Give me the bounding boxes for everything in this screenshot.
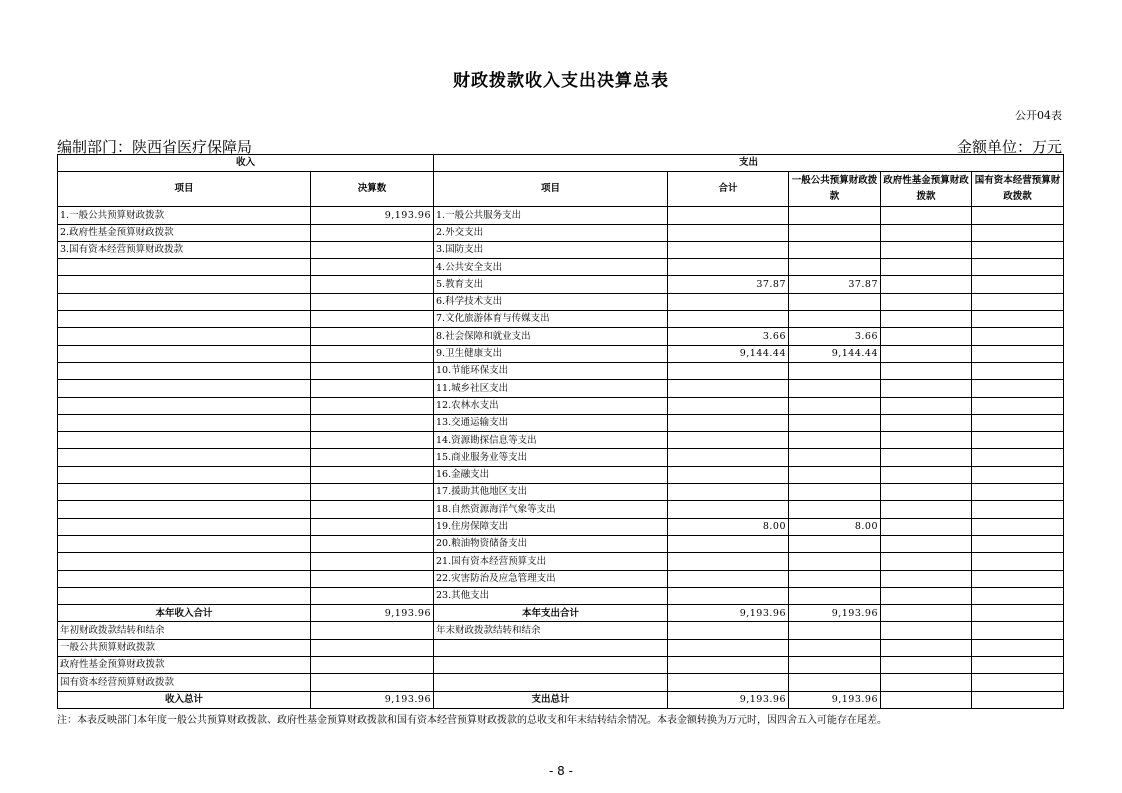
amount-unit: 金额单位：万元 bbox=[956, 138, 1062, 156]
cell-gov bbox=[881, 674, 972, 691]
cell-total bbox=[668, 657, 789, 674]
cell-state bbox=[972, 414, 1064, 431]
cell-general bbox=[789, 466, 881, 483]
summary-row bbox=[58, 605, 1064, 622]
cell-total bbox=[668, 674, 789, 691]
col-general-budget: 一般公共预算财政拨款 bbox=[789, 172, 881, 207]
cell-amt bbox=[311, 657, 434, 674]
cell-inc: 年初财政拨款结转和结余 bbox=[58, 622, 311, 639]
col-state-capital: 国有资本经营预算财政拨款 bbox=[972, 172, 1064, 207]
cell-general bbox=[789, 432, 881, 449]
cell-gov bbox=[881, 397, 972, 414]
income-header: 收入 bbox=[58, 155, 434, 172]
cell-state bbox=[972, 553, 1064, 570]
cell-total bbox=[668, 501, 789, 518]
cell-gov bbox=[881, 259, 972, 276]
cell-total bbox=[668, 587, 789, 604]
table-row bbox=[58, 484, 1064, 501]
cell-exp: 10.节能环保支出 bbox=[434, 362, 668, 379]
cell-gov bbox=[881, 622, 972, 639]
cell-state bbox=[972, 484, 1064, 501]
expense-header: 支出 bbox=[434, 155, 1064, 172]
cell-inc: 收入总计 bbox=[58, 691, 311, 708]
cell-inc: 政府性基金预算财政拨款 bbox=[58, 657, 311, 674]
cell-exp: 12.农林水支出 bbox=[434, 397, 668, 414]
table-row bbox=[58, 466, 1064, 483]
cell-inc: 2.政府性基金预算财政拨款 bbox=[58, 224, 311, 241]
cell-total: 9,193.96 bbox=[668, 605, 789, 622]
table-row bbox=[58, 414, 1064, 431]
cell-general bbox=[789, 587, 881, 604]
cell-state bbox=[972, 397, 1064, 414]
cell-amt bbox=[311, 345, 434, 362]
cell-inc bbox=[58, 518, 311, 535]
cell-amt bbox=[311, 587, 434, 604]
cell-state bbox=[972, 449, 1064, 466]
cell-total bbox=[668, 639, 789, 656]
cell-total bbox=[668, 380, 789, 397]
cell-gov bbox=[881, 414, 972, 431]
cell-inc bbox=[58, 414, 311, 431]
cell-inc bbox=[58, 380, 311, 397]
footnote: 注：本表反映部门本年度一般公共预算财政拨款、政府性基金预算财政拨款和国有资本经营预算财政拨款的总收支和年末结转结余情况。本表金额转换为万元时，因四舍五入可能存在尾差。 bbox=[57, 715, 887, 726]
cell-amt bbox=[311, 449, 434, 466]
cell-state bbox=[972, 501, 1064, 518]
table-row bbox=[58, 449, 1064, 466]
cell-inc: 1.一般公共预算财政拨款 bbox=[58, 207, 311, 224]
cell-exp bbox=[434, 674, 668, 691]
table-row bbox=[58, 224, 1064, 241]
cell-total bbox=[668, 622, 789, 639]
cell-inc: 3.国有资本经营预算财政拨款 bbox=[58, 241, 311, 258]
cell-gov bbox=[881, 605, 972, 622]
cell-gov bbox=[881, 276, 972, 293]
cell-exp: 3.国防支出 bbox=[434, 241, 668, 258]
budget-table bbox=[57, 154, 1064, 709]
table-row bbox=[58, 362, 1064, 379]
cell-general bbox=[789, 570, 881, 587]
cell-amt bbox=[311, 518, 434, 535]
cell-state bbox=[972, 570, 1064, 587]
cell-state bbox=[972, 207, 1064, 224]
cell-general: 3.66 bbox=[789, 328, 881, 345]
cell-gov bbox=[881, 639, 972, 656]
cell-exp: 17.援助其他地区支出 bbox=[434, 484, 668, 501]
cell-exp: 9.卫生健康支出 bbox=[434, 345, 668, 362]
table-row bbox=[58, 311, 1064, 328]
cell-amt bbox=[311, 362, 434, 379]
cell-total bbox=[668, 553, 789, 570]
cell-inc bbox=[58, 570, 311, 587]
cell-exp: 13.交通运输支出 bbox=[434, 414, 668, 431]
table-row bbox=[58, 345, 1064, 362]
cell-exp: 4.公共安全支出 bbox=[434, 259, 668, 276]
cell-total bbox=[668, 414, 789, 431]
table-row bbox=[58, 518, 1064, 535]
cell-state bbox=[972, 328, 1064, 345]
table-row bbox=[58, 432, 1064, 449]
cell-state bbox=[972, 311, 1064, 328]
table-row bbox=[58, 397, 1064, 414]
summary-row bbox=[58, 691, 1064, 708]
cell-gov bbox=[881, 449, 972, 466]
cell-total bbox=[668, 397, 789, 414]
table-row bbox=[58, 259, 1064, 276]
cell-total: 3.66 bbox=[668, 328, 789, 345]
cell-amt: 9,193.96 bbox=[311, 207, 434, 224]
col-income-item: 项目 bbox=[58, 172, 311, 207]
cell-amt bbox=[311, 639, 434, 656]
cell-inc bbox=[58, 466, 311, 483]
table-row bbox=[58, 622, 1064, 639]
cell-state bbox=[972, 639, 1064, 656]
cell-total: 9,193.96 bbox=[668, 691, 789, 708]
cell-amt bbox=[311, 259, 434, 276]
cell-gov bbox=[881, 466, 972, 483]
cell-amt: 9,193.96 bbox=[311, 691, 434, 708]
cell-exp: 年末财政拨款结转和结余 bbox=[434, 622, 668, 639]
cell-general: 9,193.96 bbox=[789, 605, 881, 622]
cell-total bbox=[668, 293, 789, 310]
cell-amt bbox=[311, 501, 434, 518]
cell-general: 9,144.44 bbox=[789, 345, 881, 362]
cell-general bbox=[789, 311, 881, 328]
cell-amt bbox=[311, 484, 434, 501]
table-row bbox=[58, 293, 1064, 310]
cell-exp: 20.粮油物资储备支出 bbox=[434, 535, 668, 552]
table-row bbox=[58, 328, 1064, 345]
cell-total bbox=[668, 259, 789, 276]
cell-amt: 9,193.96 bbox=[311, 605, 434, 622]
cell-general: 37.87 bbox=[789, 276, 881, 293]
cell-general bbox=[789, 484, 881, 501]
cell-gov bbox=[881, 518, 972, 535]
cell-amt bbox=[311, 293, 434, 310]
cell-exp: 2.外交支出 bbox=[434, 224, 668, 241]
cell-inc bbox=[58, 587, 311, 604]
cell-total: 37.87 bbox=[668, 276, 789, 293]
cell-amt bbox=[311, 397, 434, 414]
cell-gov bbox=[881, 311, 972, 328]
compiling-department: 编制部门：陕西省医疗保障局 bbox=[57, 138, 253, 156]
cell-inc bbox=[58, 553, 311, 570]
cell-amt bbox=[311, 674, 434, 691]
cell-state bbox=[972, 432, 1064, 449]
col-total: 合计 bbox=[668, 172, 789, 207]
cell-exp: 11.城乡社区支出 bbox=[434, 380, 668, 397]
cell-inc bbox=[58, 484, 311, 501]
cell-state bbox=[972, 276, 1064, 293]
cell-general bbox=[789, 362, 881, 379]
cell-inc: 一般公共预算财政拨款 bbox=[58, 639, 311, 656]
cell-general bbox=[789, 397, 881, 414]
cell-general bbox=[789, 380, 881, 397]
table-row bbox=[58, 276, 1064, 293]
cell-exp: 14.资源勘探信息等支出 bbox=[434, 432, 668, 449]
cell-exp: 8.社会保障和就业支出 bbox=[434, 328, 668, 345]
cell-amt bbox=[311, 622, 434, 639]
cell-general bbox=[789, 259, 881, 276]
cell-amt bbox=[311, 553, 434, 570]
cell-exp: 1.一般公共服务支出 bbox=[434, 207, 668, 224]
cell-state bbox=[972, 224, 1064, 241]
page-number: - 8 - bbox=[549, 764, 573, 778]
table-row bbox=[58, 241, 1064, 258]
cell-general: 9,193.96 bbox=[789, 691, 881, 708]
cell-amt bbox=[311, 328, 434, 345]
cell-amt bbox=[311, 224, 434, 241]
table-row bbox=[58, 657, 1064, 674]
cell-gov bbox=[881, 432, 972, 449]
cell-general bbox=[789, 207, 881, 224]
cell-gov bbox=[881, 207, 972, 224]
cell-state bbox=[972, 674, 1064, 691]
cell-gov bbox=[881, 362, 972, 379]
table-row bbox=[58, 535, 1064, 552]
cell-exp: 15.商业服务业等支出 bbox=[434, 449, 668, 466]
cell-total bbox=[668, 224, 789, 241]
cell-amt bbox=[311, 380, 434, 397]
cell-amt bbox=[311, 466, 434, 483]
cell-total bbox=[668, 432, 789, 449]
cell-general bbox=[789, 241, 881, 258]
cell-state bbox=[972, 259, 1064, 276]
cell-exp: 18.自然资源海洋气象等支出 bbox=[434, 501, 668, 518]
cell-state bbox=[972, 380, 1064, 397]
cell-gov bbox=[881, 535, 972, 552]
cell-inc bbox=[58, 345, 311, 362]
cell-gov bbox=[881, 501, 972, 518]
cell-inc bbox=[58, 501, 311, 518]
col-gov-fund: 政府性基金预算财政拨款 bbox=[881, 172, 972, 207]
cell-amt bbox=[311, 535, 434, 552]
cell-total bbox=[668, 362, 789, 379]
cell-inc: 本年收入合计 bbox=[58, 605, 311, 622]
cell-exp: 21.国有资本经营预算支出 bbox=[434, 553, 668, 570]
cell-general bbox=[789, 414, 881, 431]
col-expense-item: 项目 bbox=[434, 172, 668, 207]
cell-state bbox=[972, 622, 1064, 639]
cell-amt bbox=[311, 276, 434, 293]
cell-amt bbox=[311, 414, 434, 431]
cell-exp: 19.住房保障支出 bbox=[434, 518, 668, 535]
cell-total: 8.00 bbox=[668, 518, 789, 535]
table-row bbox=[58, 587, 1064, 604]
cell-gov bbox=[881, 570, 972, 587]
cell-amt bbox=[311, 241, 434, 258]
cell-amt bbox=[311, 311, 434, 328]
table-row bbox=[58, 501, 1064, 518]
cell-inc: 国有资本经营预算财政拨款 bbox=[58, 674, 311, 691]
cell-inc bbox=[58, 259, 311, 276]
cell-gov bbox=[881, 328, 972, 345]
cell-general bbox=[789, 224, 881, 241]
cell-gov bbox=[881, 587, 972, 604]
cell-total bbox=[668, 484, 789, 501]
cell-total bbox=[668, 535, 789, 552]
cell-exp: 5.教育支出 bbox=[434, 276, 668, 293]
table-row bbox=[58, 570, 1064, 587]
cell-state bbox=[972, 535, 1064, 552]
cell-state bbox=[972, 241, 1064, 258]
cell-exp bbox=[434, 639, 668, 656]
cell-exp: 16.金融支出 bbox=[434, 466, 668, 483]
cell-gov bbox=[881, 224, 972, 241]
cell-general bbox=[789, 639, 881, 656]
cell-total bbox=[668, 241, 789, 258]
cell-general bbox=[789, 501, 881, 518]
cell-total bbox=[668, 311, 789, 328]
cell-total bbox=[668, 466, 789, 483]
cell-inc bbox=[58, 328, 311, 345]
cell-gov bbox=[881, 345, 972, 362]
cell-state bbox=[972, 293, 1064, 310]
cell-gov bbox=[881, 657, 972, 674]
cell-amt bbox=[311, 570, 434, 587]
table-row bbox=[58, 553, 1064, 570]
cell-general bbox=[789, 657, 881, 674]
cell-inc bbox=[58, 276, 311, 293]
header-row-columns bbox=[58, 172, 1064, 207]
cell-state bbox=[972, 362, 1064, 379]
page-title: 财政拨款收入支出决算总表 bbox=[453, 71, 669, 91]
cell-state bbox=[972, 518, 1064, 535]
cell-inc bbox=[58, 293, 311, 310]
cell-general bbox=[789, 293, 881, 310]
cell-total bbox=[668, 449, 789, 466]
cell-general bbox=[789, 553, 881, 570]
cell-gov bbox=[881, 484, 972, 501]
cell-inc bbox=[58, 535, 311, 552]
cell-exp: 23.其他支出 bbox=[434, 587, 668, 604]
cell-gov bbox=[881, 293, 972, 310]
cell-inc bbox=[58, 397, 311, 414]
cell-total bbox=[668, 570, 789, 587]
cell-state bbox=[972, 587, 1064, 604]
col-actual: 决算数 bbox=[311, 172, 434, 207]
table-row bbox=[58, 674, 1064, 691]
table-row bbox=[58, 639, 1064, 656]
cell-general bbox=[789, 674, 881, 691]
table-row bbox=[58, 380, 1064, 397]
form-number: 公开04表 bbox=[1015, 109, 1062, 122]
cell-state bbox=[972, 657, 1064, 674]
cell-general: 8.00 bbox=[789, 518, 881, 535]
cell-gov bbox=[881, 241, 972, 258]
table-row bbox=[58, 207, 1064, 224]
cell-exp: 本年支出合计 bbox=[434, 605, 668, 622]
cell-inc bbox=[58, 311, 311, 328]
cell-exp bbox=[434, 657, 668, 674]
cell-gov bbox=[881, 553, 972, 570]
cell-gov bbox=[881, 691, 972, 708]
cell-general bbox=[789, 449, 881, 466]
cell-inc bbox=[58, 362, 311, 379]
header-row-group bbox=[58, 155, 1064, 172]
cell-exp: 7.文化旅游体育与传媒支出 bbox=[434, 311, 668, 328]
cell-state bbox=[972, 345, 1064, 362]
cell-total: 9,144.44 bbox=[668, 345, 789, 362]
cell-inc bbox=[58, 449, 311, 466]
cell-state bbox=[972, 691, 1064, 708]
cell-general bbox=[789, 622, 881, 639]
cell-total bbox=[668, 207, 789, 224]
cell-exp: 22.灾害防治及应急管理支出 bbox=[434, 570, 668, 587]
cell-state bbox=[972, 605, 1064, 622]
cell-exp: 6.科学技术支出 bbox=[434, 293, 668, 310]
cell-exp: 支出总计 bbox=[434, 691, 668, 708]
cell-general bbox=[789, 535, 881, 552]
cell-inc bbox=[58, 432, 311, 449]
cell-gov bbox=[881, 380, 972, 397]
cell-amt bbox=[311, 432, 434, 449]
cell-state bbox=[972, 466, 1064, 483]
